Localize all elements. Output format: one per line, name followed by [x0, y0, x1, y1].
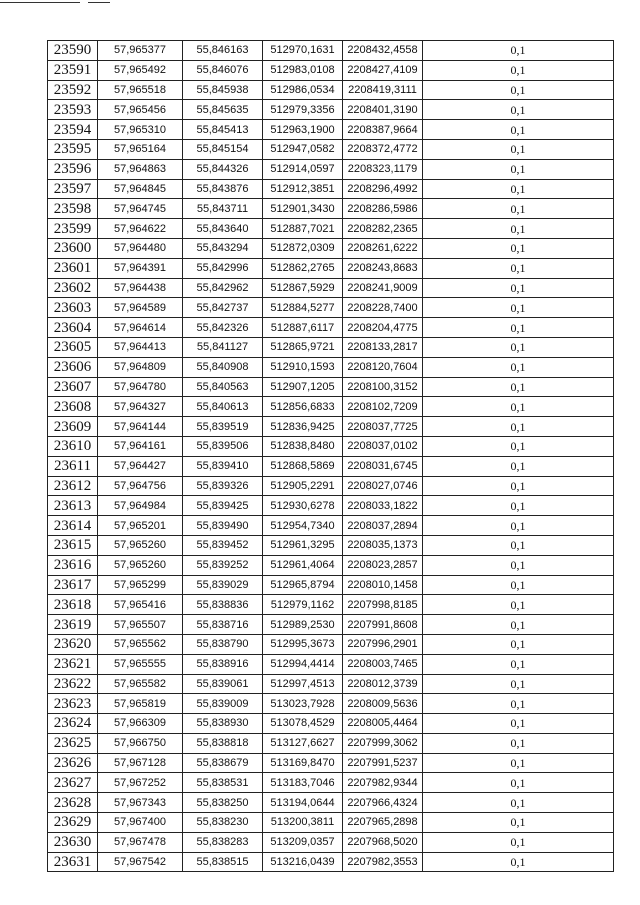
table-row	[48, 417, 614, 437]
cell-y-coordinate: 2208228,7400	[343, 298, 423, 318]
table-row	[48, 377, 614, 397]
cell-x-coordinate: 512979,1162	[263, 595, 343, 615]
table-row	[48, 318, 614, 338]
cell-accuracy: 0,1	[423, 535, 614, 555]
cell-point-number: 23605	[48, 337, 98, 357]
cell-latitude: 57,967343	[98, 793, 183, 813]
cell-x-coordinate: 512905,2291	[263, 476, 343, 496]
cell-y-coordinate: 2208432,4558	[343, 41, 423, 61]
cell-point-number: 23591	[48, 60, 98, 80]
cell-latitude: 57,964984	[98, 496, 183, 516]
cell-x-coordinate: 513194,0644	[263, 793, 343, 813]
table-row	[48, 100, 614, 120]
cell-accuracy: 0,1	[423, 733, 614, 753]
cell-latitude: 57,965507	[98, 615, 183, 635]
table-row	[48, 813, 614, 833]
cell-point-number: 23607	[48, 377, 98, 397]
cell-longitude: 55,839490	[183, 516, 263, 536]
table-row	[48, 516, 614, 536]
cell-x-coordinate: 512930,6278	[263, 496, 343, 516]
table-row	[48, 535, 614, 555]
cell-accuracy: 0,1	[423, 773, 614, 793]
cell-longitude: 55,840613	[183, 397, 263, 417]
cell-y-coordinate: 2207991,8608	[343, 615, 423, 635]
cell-latitude: 57,964427	[98, 456, 183, 476]
cell-y-coordinate: 2208133,2817	[343, 337, 423, 357]
cell-y-coordinate: 2208027,0746	[343, 476, 423, 496]
cell-accuracy: 0,1	[423, 219, 614, 239]
cell-accuracy: 0,1	[423, 357, 614, 377]
cell-accuracy: 0,1	[423, 318, 614, 338]
cell-point-number: 23609	[48, 417, 98, 437]
cell-longitude: 55,838930	[183, 714, 263, 734]
cell-longitude: 55,839326	[183, 476, 263, 496]
cell-x-coordinate: 512961,3295	[263, 535, 343, 555]
cell-x-coordinate: 512989,2530	[263, 615, 343, 635]
cell-longitude: 55,838283	[183, 832, 263, 852]
cell-y-coordinate: 2207996,2901	[343, 634, 423, 654]
cell-accuracy: 0,1	[423, 654, 614, 674]
cell-longitude: 55,838836	[183, 595, 263, 615]
cell-latitude: 57,964809	[98, 357, 183, 377]
cell-x-coordinate: 512961,4064	[263, 555, 343, 575]
cell-y-coordinate: 2207998,8185	[343, 595, 423, 615]
cell-y-coordinate: 2208296,4992	[343, 179, 423, 199]
table-row	[48, 753, 614, 773]
cell-latitude: 57,965310	[98, 120, 183, 140]
cell-point-number: 23612	[48, 476, 98, 496]
cell-x-coordinate: 512910,1593	[263, 357, 343, 377]
cell-accuracy: 0,1	[423, 298, 614, 318]
table-row	[48, 694, 614, 714]
top-rule-right	[88, 2, 110, 3]
cell-y-coordinate: 2208286,5986	[343, 199, 423, 219]
cell-x-coordinate: 513169,8470	[263, 753, 343, 773]
cell-accuracy: 0,1	[423, 555, 614, 575]
cell-accuracy: 0,1	[423, 100, 614, 120]
cell-x-coordinate: 513127,6627	[263, 733, 343, 753]
cell-y-coordinate: 2208005,4464	[343, 714, 423, 734]
cell-x-coordinate: 512912,3851	[263, 179, 343, 199]
table-row	[48, 615, 614, 635]
cell-latitude: 57,964413	[98, 337, 183, 357]
table-row	[48, 852, 614, 872]
cell-latitude: 57,967400	[98, 813, 183, 833]
cell-accuracy: 0,1	[423, 674, 614, 694]
cell-longitude: 55,838230	[183, 813, 263, 833]
table-row	[48, 199, 614, 219]
cell-latitude: 57,965299	[98, 575, 183, 595]
cell-accuracy: 0,1	[423, 417, 614, 437]
cell-point-number: 23602	[48, 278, 98, 298]
cell-point-number: 23628	[48, 793, 98, 813]
cell-accuracy: 0,1	[423, 337, 614, 357]
cell-point-number: 23631	[48, 852, 98, 872]
cell-point-number: 23620	[48, 634, 98, 654]
table-row	[48, 397, 614, 417]
cell-accuracy: 0,1	[423, 694, 614, 714]
cell-longitude: 55,839061	[183, 674, 263, 694]
table-row	[48, 436, 614, 456]
cell-latitude: 57,964622	[98, 219, 183, 239]
cell-longitude: 55,845413	[183, 120, 263, 140]
cell-longitude: 55,838916	[183, 654, 263, 674]
cell-x-coordinate: 512868,5869	[263, 456, 343, 476]
cell-accuracy: 0,1	[423, 278, 614, 298]
cell-longitude: 55,839452	[183, 535, 263, 555]
cell-point-number: 23616	[48, 555, 98, 575]
cell-latitude: 57,965260	[98, 555, 183, 575]
cell-y-coordinate: 2207999,3062	[343, 733, 423, 753]
cell-latitude: 57,965377	[98, 41, 183, 61]
cell-accuracy: 0,1	[423, 476, 614, 496]
table-row	[48, 357, 614, 377]
cell-point-number: 23622	[48, 674, 98, 694]
cell-accuracy: 0,1	[423, 753, 614, 773]
cell-accuracy: 0,1	[423, 714, 614, 734]
cell-latitude: 57,964780	[98, 377, 183, 397]
cell-point-number: 23598	[48, 199, 98, 219]
cell-y-coordinate: 2208419,3111	[343, 80, 423, 100]
cell-x-coordinate: 512865,9721	[263, 337, 343, 357]
table-row	[48, 337, 614, 357]
table-row	[48, 654, 614, 674]
table-row	[48, 139, 614, 159]
cell-longitude: 55,839009	[183, 694, 263, 714]
cell-latitude: 57,967252	[98, 773, 183, 793]
cell-x-coordinate: 512836,9425	[263, 417, 343, 437]
cell-accuracy: 0,1	[423, 41, 614, 61]
cell-y-coordinate: 2208031,6745	[343, 456, 423, 476]
cell-latitude: 57,966750	[98, 733, 183, 753]
table-row	[48, 555, 614, 575]
cell-point-number: 23615	[48, 535, 98, 555]
cell-y-coordinate: 2208261,6222	[343, 238, 423, 258]
cell-x-coordinate: 512970,1631	[263, 41, 343, 61]
cell-latitude: 57,964161	[98, 436, 183, 456]
cell-point-number: 23593	[48, 100, 98, 120]
cell-longitude: 55,841127	[183, 337, 263, 357]
cell-x-coordinate: 512954,7340	[263, 516, 343, 536]
cell-longitude: 55,843640	[183, 219, 263, 239]
table-row	[48, 179, 614, 199]
cell-longitude: 55,846163	[183, 41, 263, 61]
cell-y-coordinate: 2208427,4109	[343, 60, 423, 80]
cell-accuracy: 0,1	[423, 575, 614, 595]
cell-longitude: 55,839506	[183, 436, 263, 456]
table-row	[48, 120, 614, 140]
cell-accuracy: 0,1	[423, 179, 614, 199]
cell-longitude: 55,838515	[183, 852, 263, 872]
cell-point-number: 23625	[48, 733, 98, 753]
cell-latitude: 57,964438	[98, 278, 183, 298]
table-row	[48, 159, 614, 179]
table-row	[48, 674, 614, 694]
cell-y-coordinate: 2207965,2898	[343, 813, 423, 833]
cell-x-coordinate: 512884,5277	[263, 298, 343, 318]
cell-x-coordinate: 512907,1205	[263, 377, 343, 397]
cell-point-number: 23595	[48, 139, 98, 159]
cell-point-number: 23592	[48, 80, 98, 100]
cell-point-number: 23614	[48, 516, 98, 536]
cell-latitude: 57,965562	[98, 634, 183, 654]
cell-latitude: 57,965164	[98, 139, 183, 159]
cell-x-coordinate: 512887,7021	[263, 219, 343, 239]
table-row	[48, 832, 614, 852]
cell-point-number: 23594	[48, 120, 98, 140]
cell-latitude: 57,964589	[98, 298, 183, 318]
cell-longitude: 55,840563	[183, 377, 263, 397]
cell-accuracy: 0,1	[423, 159, 614, 179]
cell-longitude: 55,839425	[183, 496, 263, 516]
table-row	[48, 496, 614, 516]
table-row	[48, 634, 614, 654]
cell-latitude: 57,965819	[98, 694, 183, 714]
table-row	[48, 595, 614, 615]
cell-y-coordinate: 2208100,3152	[343, 377, 423, 397]
cell-x-coordinate: 512997,4513	[263, 674, 343, 694]
table-row	[48, 219, 614, 239]
cell-y-coordinate: 2208035,1373	[343, 535, 423, 555]
cell-y-coordinate: 2208387,9664	[343, 120, 423, 140]
cell-point-number: 23630	[48, 832, 98, 852]
cell-accuracy: 0,1	[423, 456, 614, 476]
table-row	[48, 238, 614, 258]
cell-point-number: 23600	[48, 238, 98, 258]
cell-longitude: 55,838679	[183, 753, 263, 773]
cell-accuracy: 0,1	[423, 80, 614, 100]
top-rule-left	[0, 2, 80, 3]
cell-y-coordinate: 2208003,7465	[343, 654, 423, 674]
cell-x-coordinate: 512994,4414	[263, 654, 343, 674]
cell-y-coordinate: 2208023,2857	[343, 555, 423, 575]
cell-longitude: 55,843876	[183, 179, 263, 199]
cell-latitude: 57,965582	[98, 674, 183, 694]
cell-y-coordinate: 2208282,2365	[343, 219, 423, 239]
cell-y-coordinate: 2207991,5237	[343, 753, 423, 773]
table-row	[48, 41, 614, 61]
cell-accuracy: 0,1	[423, 852, 614, 872]
cell-longitude: 55,842737	[183, 298, 263, 318]
cell-latitude: 57,965456	[98, 100, 183, 120]
cell-x-coordinate: 513023,7928	[263, 694, 343, 714]
cell-x-coordinate: 513209,0357	[263, 832, 343, 852]
cell-y-coordinate: 2208323,1179	[343, 159, 423, 179]
cell-x-coordinate: 513200,3811	[263, 813, 343, 833]
cell-point-number: 23608	[48, 397, 98, 417]
cell-y-coordinate: 2207982,3553	[343, 852, 423, 872]
cell-y-coordinate: 2208009,5636	[343, 694, 423, 714]
cell-latitude: 57,967478	[98, 832, 183, 852]
cell-point-number: 23629	[48, 813, 98, 833]
table-row	[48, 773, 614, 793]
cell-point-number: 23590	[48, 41, 98, 61]
cell-point-number: 23611	[48, 456, 98, 476]
cell-point-number: 23618	[48, 595, 98, 615]
cell-x-coordinate: 512872,0309	[263, 238, 343, 258]
cell-longitude: 55,839519	[183, 417, 263, 437]
cell-x-coordinate: 512914,0597	[263, 159, 343, 179]
cell-latitude: 57,964144	[98, 417, 183, 437]
cell-latitude: 57,965555	[98, 654, 183, 674]
cell-x-coordinate: 513183,7046	[263, 773, 343, 793]
cell-longitude: 55,845635	[183, 100, 263, 120]
cell-accuracy: 0,1	[423, 595, 614, 615]
cell-point-number: 23596	[48, 159, 98, 179]
cell-longitude: 55,843294	[183, 238, 263, 258]
cell-x-coordinate: 512986,0534	[263, 80, 343, 100]
cell-y-coordinate: 2207966,4324	[343, 793, 423, 813]
cell-point-number: 23610	[48, 436, 98, 456]
cell-accuracy: 0,1	[423, 496, 614, 516]
cell-x-coordinate: 513078,4529	[263, 714, 343, 734]
table-row	[48, 476, 614, 496]
cell-longitude: 55,838716	[183, 615, 263, 635]
cell-latitude: 57,965492	[98, 60, 183, 80]
cell-point-number: 23604	[48, 318, 98, 338]
cell-latitude: 57,964614	[98, 318, 183, 338]
cell-accuracy: 0,1	[423, 516, 614, 536]
cell-x-coordinate: 512995,3673	[263, 634, 343, 654]
cell-accuracy: 0,1	[423, 813, 614, 833]
cell-point-number: 23621	[48, 654, 98, 674]
cell-latitude: 57,964480	[98, 238, 183, 258]
cell-longitude: 55,845154	[183, 139, 263, 159]
cell-latitude: 57,964327	[98, 397, 183, 417]
cell-x-coordinate: 512963,1900	[263, 120, 343, 140]
cell-accuracy: 0,1	[423, 199, 614, 219]
cell-accuracy: 0,1	[423, 139, 614, 159]
cell-longitude: 55,846076	[183, 60, 263, 80]
cell-point-number: 23627	[48, 773, 98, 793]
cell-longitude: 55,842962	[183, 278, 263, 298]
cell-y-coordinate: 2208012,3739	[343, 674, 423, 694]
cell-y-coordinate: 2208204,4775	[343, 318, 423, 338]
cell-accuracy: 0,1	[423, 397, 614, 417]
cell-longitude: 55,840908	[183, 357, 263, 377]
cell-latitude: 57,965518	[98, 80, 183, 100]
cell-longitude: 55,842996	[183, 258, 263, 278]
cell-longitude: 55,838250	[183, 793, 263, 813]
cell-x-coordinate: 512979,3356	[263, 100, 343, 120]
cell-accuracy: 0,1	[423, 258, 614, 278]
cell-point-number: 23617	[48, 575, 98, 595]
cell-longitude: 55,845938	[183, 80, 263, 100]
cell-point-number: 23623	[48, 694, 98, 714]
cell-longitude: 55,838790	[183, 634, 263, 654]
cell-point-number: 23624	[48, 714, 98, 734]
cell-y-coordinate: 2207982,9344	[343, 773, 423, 793]
cell-y-coordinate: 2208037,2894	[343, 516, 423, 536]
cell-latitude: 57,967128	[98, 753, 183, 773]
cell-accuracy: 0,1	[423, 238, 614, 258]
table-row	[48, 575, 614, 595]
cell-y-coordinate: 2208120,7604	[343, 357, 423, 377]
cell-latitude: 57,964845	[98, 179, 183, 199]
cell-y-coordinate: 2208243,8683	[343, 258, 423, 278]
cell-accuracy: 0,1	[423, 793, 614, 813]
table-row	[48, 258, 614, 278]
cell-longitude: 55,842326	[183, 318, 263, 338]
cell-accuracy: 0,1	[423, 120, 614, 140]
cell-longitude: 55,843711	[183, 199, 263, 219]
table-row	[48, 733, 614, 753]
cell-x-coordinate: 512838,8480	[263, 436, 343, 456]
cell-accuracy: 0,1	[423, 615, 614, 635]
cell-accuracy: 0,1	[423, 436, 614, 456]
cell-latitude: 57,964756	[98, 476, 183, 496]
cell-longitude: 55,838818	[183, 733, 263, 753]
cell-y-coordinate: 2208241,9009	[343, 278, 423, 298]
cell-latitude: 57,964745	[98, 199, 183, 219]
cell-accuracy: 0,1	[423, 832, 614, 852]
cell-longitude: 55,839252	[183, 555, 263, 575]
cell-accuracy: 0,1	[423, 60, 614, 80]
cell-y-coordinate: 2208037,7725	[343, 417, 423, 437]
cell-latitude: 57,964863	[98, 159, 183, 179]
cell-latitude: 57,964391	[98, 258, 183, 278]
table-row	[48, 298, 614, 318]
cell-latitude: 57,966309	[98, 714, 183, 734]
cell-x-coordinate: 512901,3430	[263, 199, 343, 219]
cell-x-coordinate: 512867,5929	[263, 278, 343, 298]
cell-accuracy: 0,1	[423, 634, 614, 654]
cell-x-coordinate: 513216,0439	[263, 852, 343, 872]
cell-longitude: 55,838531	[183, 773, 263, 793]
cell-longitude: 55,839029	[183, 575, 263, 595]
cell-latitude: 57,965416	[98, 595, 183, 615]
cell-x-coordinate: 512856,6833	[263, 397, 343, 417]
cell-y-coordinate: 2208372,4772	[343, 139, 423, 159]
cell-point-number: 23601	[48, 258, 98, 278]
table-row	[48, 793, 614, 813]
cell-point-number: 23597	[48, 179, 98, 199]
table-body	[48, 41, 614, 872]
cell-x-coordinate: 512965,8794	[263, 575, 343, 595]
cell-x-coordinate: 512983,0108	[263, 60, 343, 80]
cell-accuracy: 0,1	[423, 377, 614, 397]
cell-point-number: 23626	[48, 753, 98, 773]
cell-y-coordinate: 2207968,5020	[343, 832, 423, 852]
cell-y-coordinate: 2208102,7209	[343, 397, 423, 417]
cell-point-number: 23603	[48, 298, 98, 318]
cell-x-coordinate: 512887,6117	[263, 318, 343, 338]
table-row	[48, 60, 614, 80]
cell-y-coordinate: 2208401,3190	[343, 100, 423, 120]
coordinates-table	[47, 40, 614, 872]
cell-point-number: 23619	[48, 615, 98, 635]
table-row	[48, 456, 614, 476]
table-row	[48, 714, 614, 734]
cell-latitude: 57,967542	[98, 852, 183, 872]
cell-y-coordinate: 2208037,0102	[343, 436, 423, 456]
table-row	[48, 80, 614, 100]
cell-x-coordinate: 512862,2765	[263, 258, 343, 278]
cell-latitude: 57,965260	[98, 535, 183, 555]
cell-y-coordinate: 2208033,1822	[343, 496, 423, 516]
cell-x-coordinate: 512947,0582	[263, 139, 343, 159]
cell-latitude: 57,965201	[98, 516, 183, 536]
cell-point-number: 23606	[48, 357, 98, 377]
cell-point-number: 23599	[48, 219, 98, 239]
cell-longitude: 55,844326	[183, 159, 263, 179]
table-row	[48, 278, 614, 298]
cell-point-number: 23613	[48, 496, 98, 516]
cell-longitude: 55,839410	[183, 456, 263, 476]
cell-y-coordinate: 2208010,1458	[343, 575, 423, 595]
